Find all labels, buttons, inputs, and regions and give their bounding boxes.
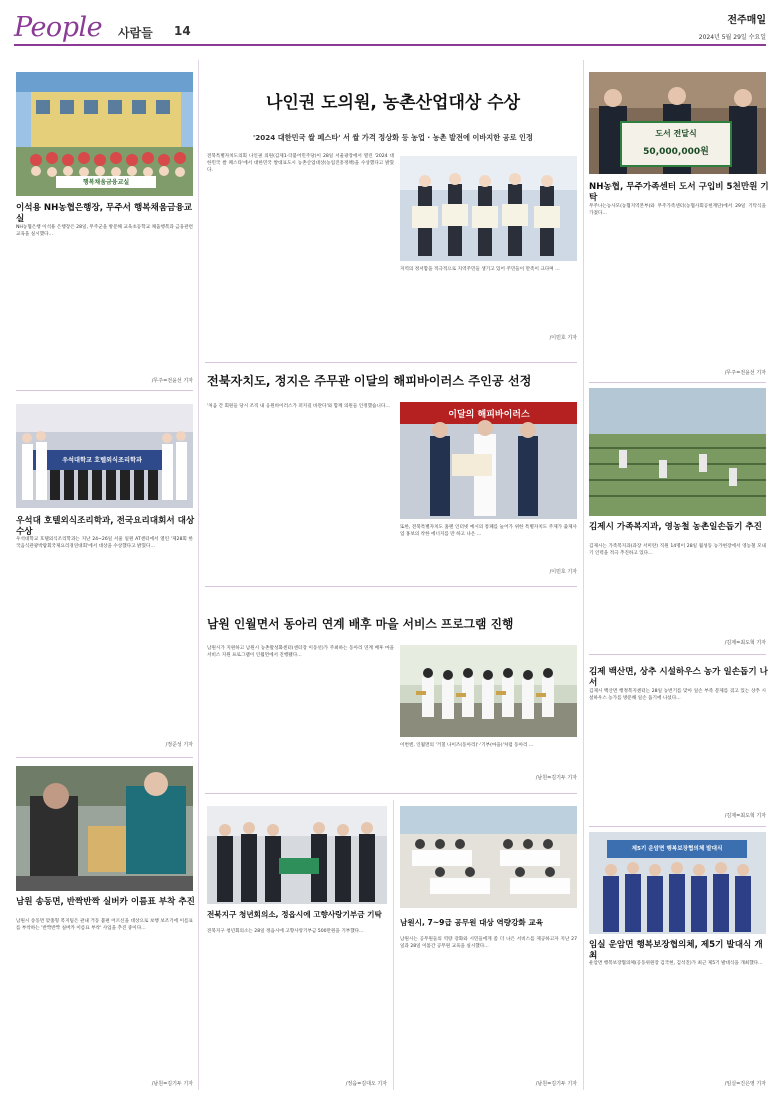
feature-article-body: '처음 간 회원들 당시 조직 내 응원바이러스가 퍼지길 바란다'와 함께 의원들 인정했습니다… (207, 404, 390, 409)
article-divider (16, 757, 193, 758)
article-body: 전북지구 청년회의소는 28일 정읍시에 고향사랑기부금 500만원을 기부했다… (207, 929, 364, 934)
photo-award-ceremony (400, 156, 577, 261)
article-title: 김제 백산면, 상추 시설하우스 농가 일손돕기 나서 (589, 667, 768, 688)
article-title: 남원 송동면, 반짝반짝 실버카 이름표 부착 추진 (16, 897, 195, 907)
article-body: 운암면 행복보장협의체(공동위원장 김국현, 김석진)가 최근 제5기 발대식을 개최했다… (589, 961, 763, 966)
byline: /이민호 기자 (549, 569, 577, 575)
photo-cooking-award (16, 404, 193, 508)
photo-band-performance (400, 645, 577, 737)
check-amount-text: 50,000,000원 (643, 147, 709, 157)
article-body: 우석대학교 호텔외식조리학과는 지난 24~26일 서울 일원 AT센터에서 열린 '제28회 한국음식관광박람회국제요리경연대회'에서 대상을 수상했다고 밝혔다… (16, 537, 193, 550)
byline: /정읍=김대오 기자 (345, 1081, 387, 1087)
article-title: 전북지구 청년회의소, 정읍시에 고향사랑기부금 기탁 (207, 910, 382, 919)
main-article-body: 전북특별자치도의회 나인권 의원(김제1·더불어민주당)이 28일 서울광장에서 열린 '2024 대한민국 쌀 페스타'에서 대한민국 쌀대표도시 농촌산업대상(농업진흥정책)을 수상했다고 밝혔다. (207, 154, 394, 174)
main-article-title: 나인권 도의원, 농촌산업대상 수상 (265, 93, 521, 113)
photo-silver-car (16, 766, 193, 891)
header-rule (14, 44, 766, 46)
page-number: 14 (174, 24, 191, 38)
article-divider (589, 382, 766, 383)
feature-article-body-continued: 또한, 전북특별자치도 홈랜 인터넷 예시의 통폐를 늘어가 위한 특별자치도 주제가 출제사업 홍보의 착한 에너지를 만 하고 나온 … (400, 525, 577, 538)
byline: /김제=최도혁 기자 (724, 640, 766, 646)
photo-banner-text: 제5기 운암면 행복보장협의체 발대식 (631, 846, 723, 852)
photo-banner-text: 우석대학교 호텔외식조리학과 (62, 457, 142, 464)
byline: /남원=김기두 기자 (151, 1081, 193, 1087)
column-rule (393, 800, 394, 1090)
article-title: 임실 운암면 행복보장협의체, 제5기 발대식 개최 (589, 940, 763, 961)
article-body: NH농협은행 이석용 은행장은 28일, 무주군을 방문해 교육초등학교 채움행복과 금융관련 교육을 실시했다… (16, 225, 193, 238)
article-title: 김제시 가족복지과, 영농철 농촌일손돕기 추진 (589, 522, 762, 532)
byline: /정준성 기자 (165, 742, 193, 748)
section-subtitle: 사람들 (118, 26, 153, 40)
article-body-continued: 이번엔, 인월면의 '거칠 나이즈(동아리)'·'기부(마을)'처럼 동아리 ... (400, 743, 534, 748)
byline: /남원=김기두 기자 (535, 1081, 577, 1087)
column-rule (198, 60, 199, 1090)
article-divider (205, 586, 577, 587)
photo-banner-text: 행복채움금융교실 (82, 179, 130, 186)
photo-farm-help (589, 388, 766, 516)
article-title: 남원시, 7~9급 공무원 대상 역량강화 교육 (400, 918, 544, 927)
column-rule (583, 60, 584, 1090)
article-body: 김제시는 가족복지과(과장 서미란) 직원 14명이 28일 월성동 농가현장에서 영농철 모내기 인력을 적극 추진하고 있다… (589, 544, 766, 557)
article-divider (205, 793, 577, 794)
issue-date: 2024년 5월 29일 수요일 (698, 34, 766, 41)
photo-launch-ceremony (589, 832, 766, 934)
photo-donation (207, 806, 387, 904)
article-divider (589, 654, 766, 655)
check-title-text: 도서 전달식 (655, 129, 697, 138)
byline: /무주=전윤선 기자 (151, 378, 193, 384)
article-body: 남원시가 지원하고 남원시 농촌활성화센터(센터장 이동선)가 주최하는 동아리 연계 배후 마을 서비스 지원 프로그램이 인월면에서 진행됐다… (207, 646, 394, 659)
main-article-body-continued: 지역의 정서함을 적극적으로 지역주민들 생기고 있어 주민들이 만족이 크다며 … (400, 267, 560, 272)
photo-banner-text: 이달의 해피바이러스 (448, 410, 530, 420)
article-title: 우석대 호텔외식조리학과, 전국요리대회서 대상 수상 (16, 516, 195, 537)
article-body: 남원시 송동면 맞춤형 복지팀은 관내 거동 불편 어르신을 대상으로 보행 보조기에 이름표를 부착하는 '반짝반짝 실버카 이름표 부착' 사업을 추진 중이다… (16, 919, 193, 932)
byline: /김제=최도혁 기자 (724, 813, 766, 819)
article-body: 김제시 백산면 행정복지센터는 28일 농번기를 맞아 일손 부족 문제를 겪고 있는 상추 시설하우스 농가를 방문해 일손 돕기에 나섰다… (589, 689, 766, 702)
photo-happy-virus (400, 402, 577, 519)
paper-name: 전주매일 (727, 15, 766, 26)
article-divider (205, 362, 577, 363)
byline: /남원=김기두 기자 (535, 775, 577, 781)
byline: /무주=전윤선 기자 (724, 370, 766, 376)
main-article-subtitle: '2024 대한민국 쌀 페스타' 서 쌀 가격 정상화 등 농업 · 농촌 발전에 이바지한 공로 인정 (253, 133, 533, 142)
article-title: 남원 인월면서 동아리 연계 배후 마을 서비스 프로그램 진행 (207, 617, 514, 631)
byline: /임실=진은영 기자 (724, 1081, 766, 1087)
article-body: 무주나는농사모(농협지역본부)와 무주가족센터(농협사회공헌재단)에서 29일 기탁식을 가졌다… (589, 204, 766, 217)
article-divider (16, 390, 193, 391)
section-title: People (14, 12, 103, 43)
article-title: NH농협, 무주가족센터 도서 구입비 5천만원 기탁 (589, 182, 769, 203)
article-title: 이석용 NH농협은행장, 무주서 행복채움금융교실 (16, 203, 193, 224)
masthead (14, 12, 766, 44)
feature-article-title: 전북자치도, 정지은 주무관 이달의 해피바이러스 주인공 선정 (207, 374, 532, 388)
photo-financial-class (16, 72, 193, 196)
photo-training-class (400, 806, 577, 908)
byline: /이민호 기자 (549, 335, 577, 341)
article-divider (589, 826, 766, 827)
photo-book-donation (589, 72, 766, 174)
article-body: 남원시는 공무원들의 역량 강화와 시민들에게 좀 더 나은 서비스를 제공하고자 지난 27일과 28일 이틀간 공무원 교육을 실시했다… (400, 937, 577, 950)
